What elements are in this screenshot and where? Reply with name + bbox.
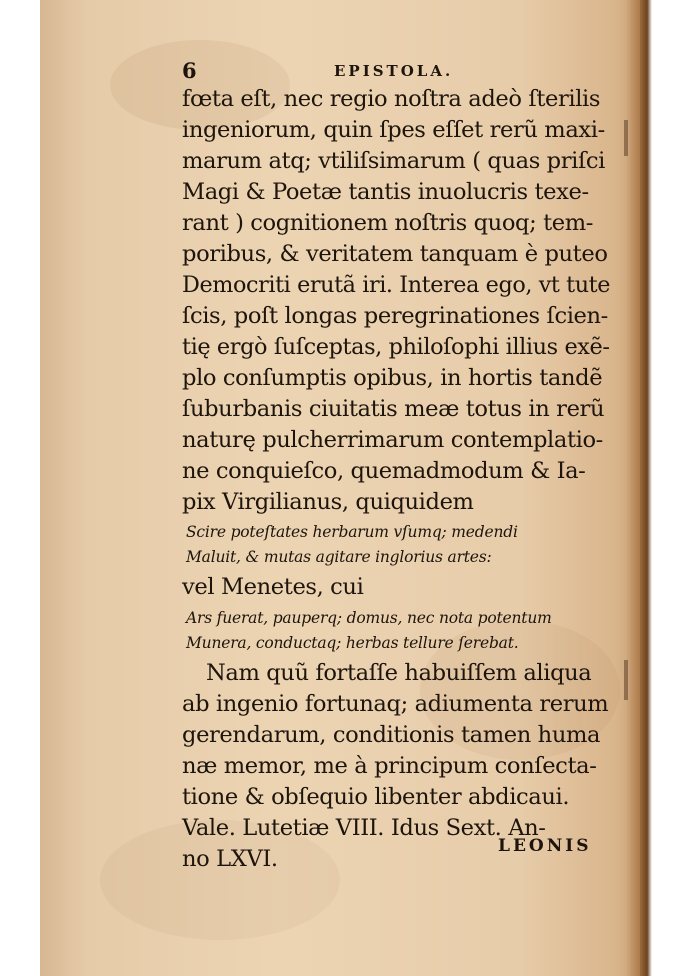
text-line: plo conſumptis opibus, in hortis tandẽ [182, 365, 603, 391]
page-number: 6 [182, 58, 197, 83]
text-line: marum atq; vtiliſsimarum ( quas priſci [182, 148, 606, 174]
catchword: LEONIS [498, 836, 592, 856]
text-line: rant ) cognitionem noſtris quoq; tem- [182, 210, 593, 236]
text-line: tię ergò ſuſceptas, philoſophi illius exẽ- [182, 334, 610, 360]
verse-line: Scire poteſtates herbarum vſumq; medendi [186, 523, 518, 541]
verse-line: Ars fuerat, pauperq; domus, nec nota potentum [186, 609, 552, 627]
text-line: vel Menetes, cui [182, 574, 364, 600]
binding-mark [624, 660, 628, 700]
text-line: tione & obſequio libenter abdicaui. [182, 784, 570, 810]
text-line: ingeniorum, quin ſpes eſſet rerũ maxi- [182, 117, 605, 143]
text-line: ſuburbanis ciuitatis meæ totus in rerũ [182, 396, 605, 422]
dateline-end: no LXVI. [182, 846, 278, 872]
text-line: gerendarum, conditionis tamen huma [182, 722, 601, 748]
text-line: ſcis, poſt longas peregrinationes ſcien- [182, 303, 608, 329]
text-line: fœta eſt, nec regio noſtra adeò ſterilis [182, 86, 601, 112]
text-line: ne conquieſco, quemadmodum & Ia- [182, 458, 586, 484]
text-line: naturę pulcherrimarum contemplatio- [182, 427, 603, 453]
text-line: næ memor, me à principum conſecta- [182, 753, 597, 779]
text-line: poribus, & veritatem tanquam è puteo [182, 241, 608, 267]
page-header [182, 58, 602, 88]
page-gutter-shadow [626, 0, 640, 976]
text-line: Magi & Poetæ tantis inuolucris texe- [182, 179, 589, 205]
paragraph-first-line: Nam quũ fortaſſe habuiſſem aliqua [206, 660, 592, 686]
text-line: ab ingenio fortunaq; adiumenta rerum [182, 691, 609, 717]
book-edge [640, 0, 652, 976]
text-line: pix Virgilianus, quiquidem [182, 489, 474, 515]
binding-mark [624, 120, 628, 156]
verse-line: Munera, conductaq; herbas tellure ſerebat. [186, 634, 519, 652]
dateline: Vale. Lutetiæ VIII. Idus Sext. An- [182, 815, 546, 841]
running-head: EPISTOLA. [334, 62, 454, 80]
verse-line: Maluit, & mutas agitare inglorius artes: [186, 548, 492, 566]
text-line: Democriti erutã iri. Interea ego, vt tute [182, 272, 611, 298]
